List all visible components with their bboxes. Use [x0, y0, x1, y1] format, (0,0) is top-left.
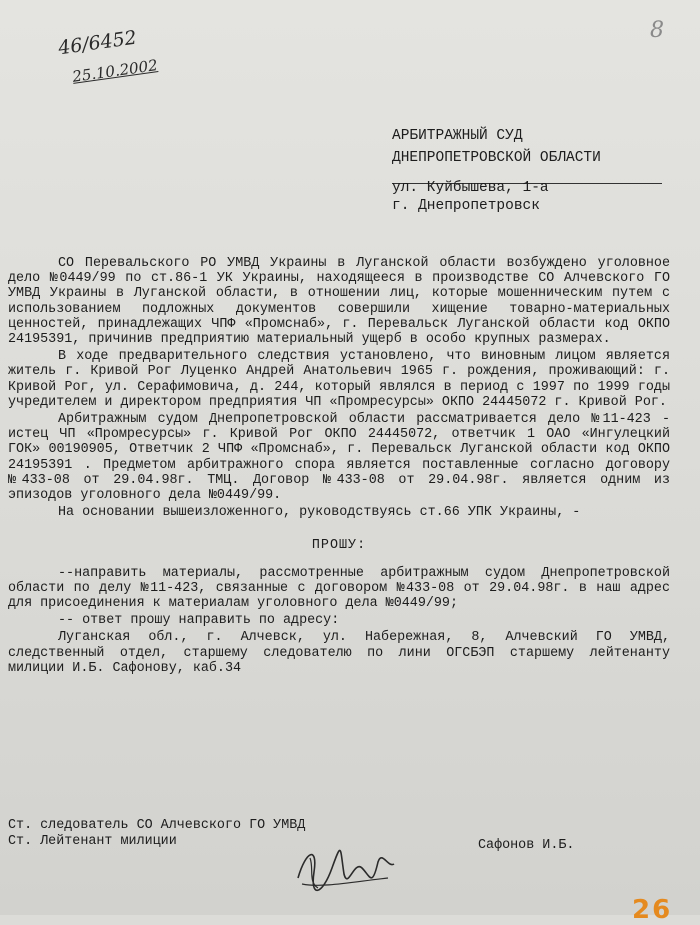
request-title: ПРОШУ: [311, 538, 367, 554]
signer-position-1: Ст. следователь СО Алчевского ГО УМВД [8, 818, 306, 833]
request-item-1: --направить материалы, рассмотренные арбитражным судом Днепропетровской области по делу №11-423, связанные с договором №433-08 от 29.04.98г. в наш адрес для присоединения к материалам уголовного дела №0449/99; [8, 565, 670, 612]
recipient-line1: АРБИТРАЖНЫЙ СУД [392, 128, 523, 144]
letter-body [8, 256, 670, 676]
request-item-2: -- ответ прошу направить по адресу: [58, 613, 340, 629]
signer-name: Сафонов И.Б. [478, 838, 575, 853]
recipient-city: г. Днепропетровск [392, 198, 540, 214]
recipient-line2: ДНЕПРОПЕТРОВСКОЙ ОБЛАСТИ [392, 150, 601, 166]
signer-position-2: Ст. Лейтенант милиции [8, 834, 177, 849]
paragraph-2: В ходе предварительного следствия установлено, что виновным лицом является житель г. Кривой Рог Луценко Андрей Анатольевич 1965 г. рождения, проживающий: г. Кривой Рог, ул. Серафимовича, д. 244, который являлся в период с 1997 по 1999 годы учредителем и директором предприятия ЧП «Промресурсы» ОКПО 24445072 г. Кривой Рог. [8, 349, 670, 410]
paragraph-3: Арбитражным судом Днепропетровской области рассматривается дело №11-423 - истец ЧП «Промресурсы» г. Кривой Рог ОКПО 24445072, ответчик 1 ОАО «Ингулецкий ГОК» 00190905, Ответчик 2 ЧПФ «Промснаб», г. Перевальск Луганской области код ОКПО 24195391 . Предметом арбитражного спора является поставленные согласно договору №433-08 от 29.04.98г. ТМЦ. Договор №433-08 от 29.04.98г. является одним из эпизодов уголовного дела №0449/99. [8, 412, 670, 504]
handwritten-signature [292, 838, 400, 900]
page-number-stamp: 26 [632, 895, 673, 925]
recipient-street: ул. Куйбышева, 1-а [392, 180, 549, 196]
registration-number: 46/6452 [56, 26, 139, 60]
registration-date: 25.10.2002 [71, 56, 159, 86]
paragraph-1: СО Перевальского РО УМВД Украины в Луганской области возбуждено уголовное дело №0449/99 по ст.86-1 УК Украины, находящееся в производстве СО Алчевского ГО УМВД Украины в Луганской области, в отношении лиц, которые мошенническим путем с использованием подложных документов совершили хищение товарно-материальных ценностей, принадлежащих ЧПФ «Промснаб», г. Перевальск Луганской области код ОКПО 24195391, причинив предприятию материальный ущерб в особо крупных размерах. [8, 256, 670, 348]
request-item-3: Луганская обл., г. Алчевск, ул. Набережная, 8, Алчевский ГО УМВД, следственный отдел, старшему следователю по лини ОГСБЭП старшему лейтенанту милиции И.Б. Сафонову, каб.34 [8, 630, 670, 676]
corner-mark: 8 [650, 18, 664, 43]
paragraph-4: На основании вышеизложенного, руководствуясь ст.66 УПК Украины, - [58, 505, 581, 521]
